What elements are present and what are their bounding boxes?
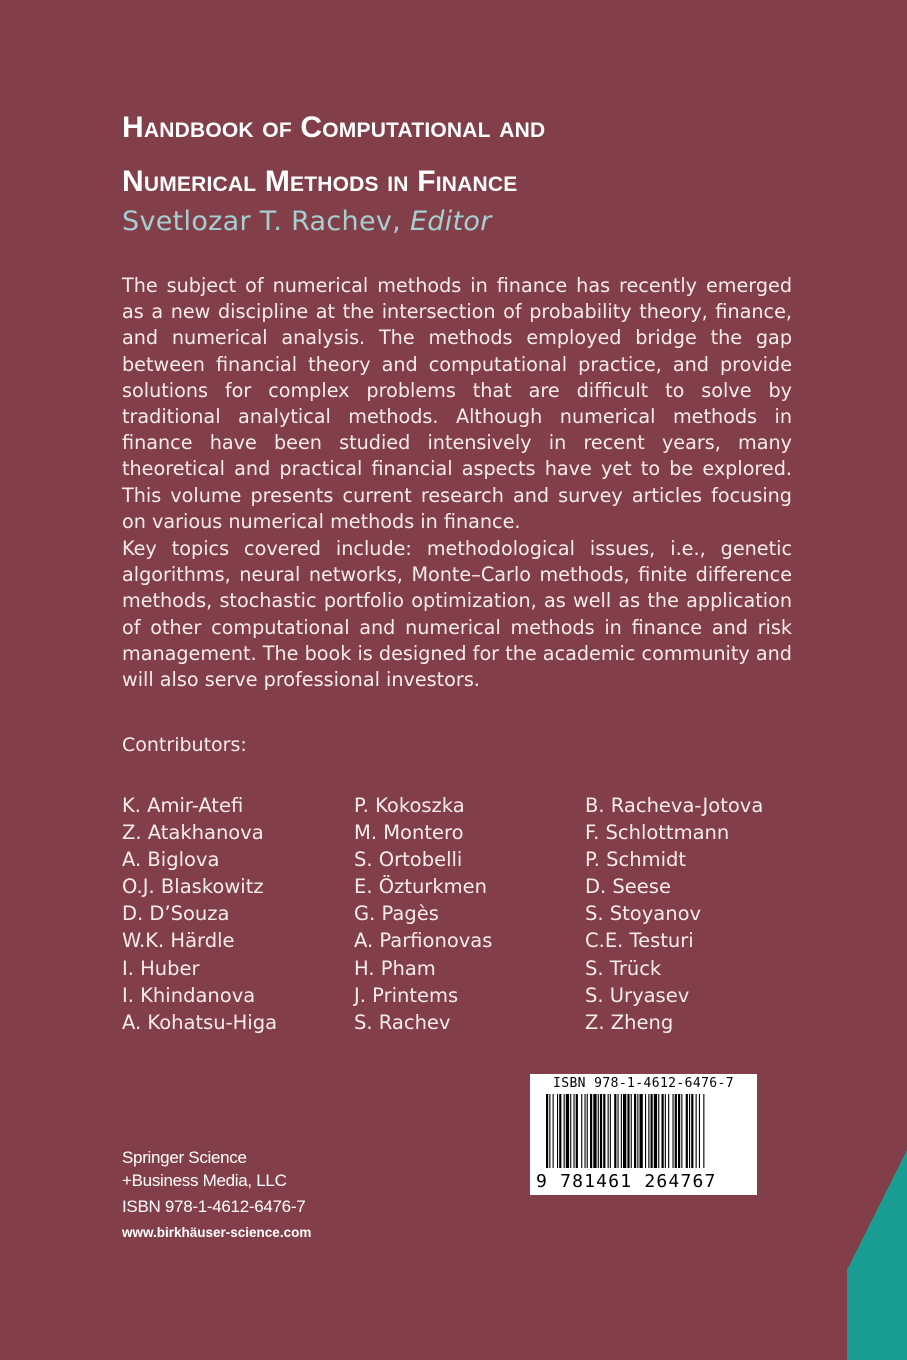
contributor-name: I. Huber [122, 956, 200, 980]
publisher-name [122, 1146, 287, 1192]
editor-name: Svetlozar T. Rachev, [122, 206, 402, 237]
editor-credit [122, 206, 492, 237]
publisher-line-2: +Business Media, LLC [122, 1171, 287, 1190]
contributor-name: A. Parfionovas [354, 929, 493, 953]
contributor-name: G. Pagès [354, 902, 439, 926]
contributor-name: Z. Atakhanova [122, 821, 264, 845]
contributor-name: D. Seese [585, 875, 671, 899]
contributor-name: A. Biglova [122, 848, 220, 872]
barcode-digits: 9 781461 264767 [536, 1171, 717, 1192]
contributors-column-2 [354, 792, 492, 1036]
contributor-name: O.J. Blaskowitz [122, 875, 264, 899]
contributor-name: S. Trück [585, 956, 662, 980]
isbn-barcode [530, 1074, 757, 1195]
contributors-column-3 [585, 792, 763, 1036]
editor-role: Editor [409, 206, 492, 237]
book-title-line-1: Handbook of Computational and [122, 111, 546, 144]
contributor-name: D. D’Souza [122, 902, 230, 926]
contributor-name: P. Schmidt [585, 848, 687, 872]
publisher-website: www.birkhäuser-science.com [122, 1225, 312, 1240]
book-title-line-2: Numerical Methods in Finance [122, 165, 518, 198]
contributor-name: K. Amir-Atefi [122, 794, 244, 817]
contributor-name: B. Racheva-Jotova [585, 794, 764, 817]
contributor-name: F. Schlottmann [585, 821, 730, 845]
publisher-line-1: Springer Science [122, 1148, 247, 1167]
barcode-isbn-label: ISBN 978-1-4612-6476-7 [553, 1076, 734, 1091]
description-paragraph-1: The subject of numerical methods in finance has recently emerged as a new discipline at the intersection of probability theory, finance, and numerical analysis. The methods employed bridge the gap between financial theory and computational practice, and provide solutions for complex problems that are difficult to solve by traditional analytical methods. Although numerical methods in finance have been studied intensively in recent years, many theoretical and practical financial aspects have yet to be explored. This volume presents current research and survey articles focusing on various numerical methods in finance. [122, 274, 792, 533]
teal-corner-stripe [847, 1150, 907, 1360]
contributor-name: E. Özturkmen [354, 875, 487, 899]
contributor-name: I. Khindanova [122, 983, 256, 1007]
contributor-name: C.E. Testuri [585, 929, 694, 953]
contributor-name: P. Kokoszka [354, 794, 465, 817]
contributor-name: S. Uryasev [585, 983, 690, 1007]
contributors-label: Contributors: [122, 734, 247, 756]
contributor-name: S. Rachev [354, 1010, 451, 1034]
contributors-column-1 [122, 792, 277, 1036]
contributor-name: M. Montero [354, 821, 464, 845]
contributor-name: J. Printems [354, 983, 459, 1007]
contributor-name: A. Kohatsu-Higa [122, 1010, 278, 1034]
description-paragraph-2: Key topics covered include: methodological issues, i.e., genetic algorithms, neural networks, Monte–Carlo methods, finite difference methods, stochastic portfolio optimization, as well as the application of other computational and numerical methods in finance and risk management. The book is designed for the academic community and will also serve professional investors. [122, 537, 792, 692]
publisher-isbn: ISBN 978-1-4612-6476-7 [122, 1197, 306, 1216]
contributor-name: S. Stoyanov [585, 902, 702, 926]
contributor-name: W.K. Härdle [122, 929, 235, 953]
contributor-name: Z. Zheng [585, 1010, 674, 1034]
contributor-name: H. Pham [354, 956, 436, 980]
contributor-name: S. Ortobelli [354, 848, 463, 872]
